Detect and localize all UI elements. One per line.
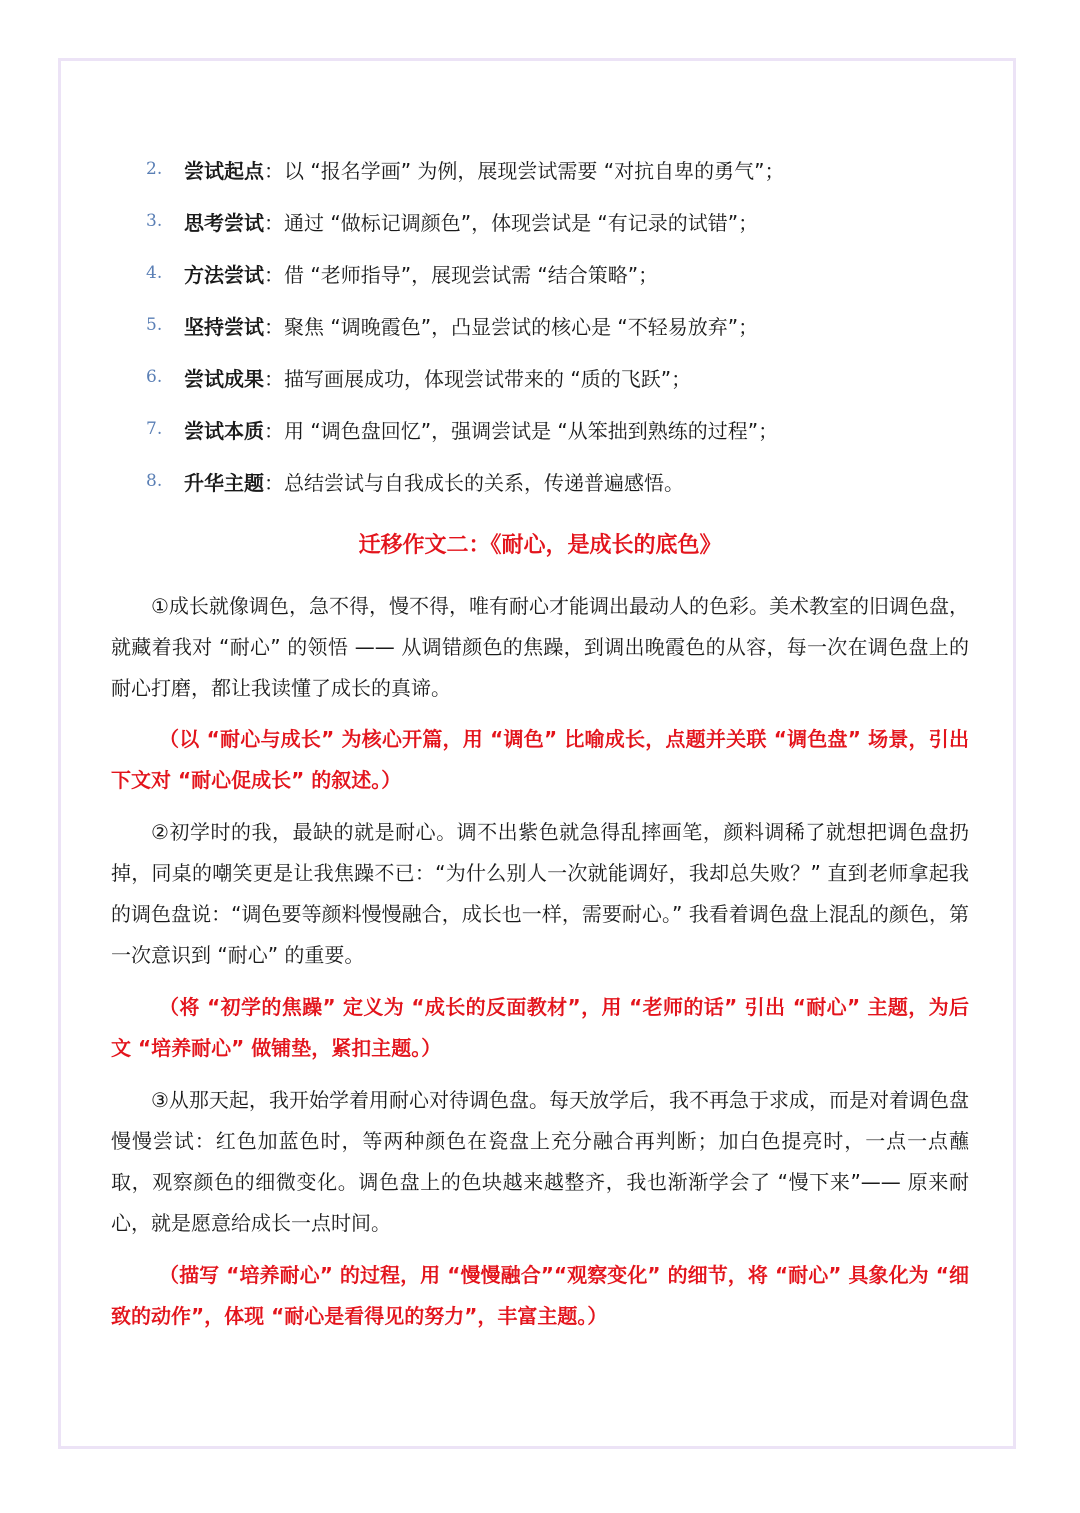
list-item — [146, 351, 1006, 403]
list-term: 升华主题 — [184, 470, 264, 495]
list-text: ：借 “老师指导”，展现尝试需 “结合策略”； — [264, 262, 659, 287]
essay-paragraph-1: ①成长就像调色，急不得，慢不得，唯有耐心才能调出最动人的色彩。美术教室的旧调色盘，就藏着我对 “耐心” 的领悟 —— 从调错颜色的焦躁，到调出晚霞色的从容，每一次在调色盘上的耐心打磨，都让我读懂了成长的真谛。 — [111, 594, 969, 700]
list-term: 尝试起点 — [184, 158, 264, 183]
essay-paragraph-2: ②初学时的我，最缺的就是耐心。调不出紫色就急得乱摔画笔，颜料调稀了就想把调色盘扔掉，同桌的嘲笑更是让我焦躁不已：“为什么别人一次就能调好，我却总失败？” 直到老师拿起我的调色盘说：“调色要等颜料慢慢融合，成长也一样，需要耐心。” 我看着调色盘上混乱的颜色，第一次意识到 “耐心” 的重要。 — [111, 820, 969, 967]
list-term: 尝试本质 — [184, 418, 264, 443]
list-number: 6. — [146, 367, 163, 387]
outline-list — [146, 143, 1006, 507]
list-item — [146, 403, 1006, 455]
annotation-2: （将 “初学的焦躁” 定义为 “成长的反面教材”，用 “老师的话” 引出 “耐心” 主题，为后文 “培养耐心” 做铺垫，紧扣主题。） — [111, 995, 969, 1060]
list-item — [146, 299, 1006, 351]
list-item — [146, 455, 1006, 507]
annotation-1: （以 “耐心与成长” 为核心开篇，用 “调色” 比喻成长，点题并关联 “调色盘” 场景，引出下文对 “耐心促成长” 的叙述。） — [111, 727, 969, 792]
annotation-3: （描写 “培养耐心” 的过程，用 “慢慢融合”“观察变化” 的细节，将 “耐心” 具象化为 “细致的动作”，体现 “耐心是看得见的努力”，丰富主题。） — [111, 1263, 969, 1328]
list-term: 尝试成果 — [184, 366, 264, 391]
essay-paragraph-3: ③从那天起，我开始学着用耐心对待调色盘。每天放学后，我不再急于求成，而是对着调色盘慢慢尝试：红色加蓝色时，等两种颜色在瓷盘上充分融合再判断；加白色提亮时，一点一点蘸取，观察颜色的细微变化。调色盘上的色块越来越整齐，我也渐渐学会了 “慢下来”—— 原来耐心，就是愿意给成长一点时间。 — [111, 1088, 969, 1235]
list-number: 8. — [146, 471, 163, 491]
list-item — [146, 143, 1006, 195]
list-number: 4. — [146, 263, 163, 283]
list-text: ：以 “报名学画” 为例，展现尝试需要 “对抗自卑的勇气”； — [264, 158, 785, 183]
list-number: 5. — [146, 315, 163, 335]
list-number: 7. — [146, 419, 163, 439]
list-term: 方法尝试 — [184, 262, 264, 287]
list-item — [146, 195, 1006, 247]
list-text: ：通过 “做标记调颜色”，体现尝试是 “有记录的试错”； — [264, 210, 759, 235]
list-text: ：描写画展成功，体现尝试带来的 “质的飞跃”； — [264, 366, 692, 391]
list-text: ：总结尝试与自我成长的关系，传递普遍感悟。 — [264, 470, 684, 495]
list-item — [146, 247, 1006, 299]
list-text: ：聚焦 “调晚霞色”，凸显尝试的核心是 “不轻易放弃”； — [264, 314, 759, 339]
list-number: 3. — [146, 211, 163, 231]
list-term: 思考尝试 — [184, 210, 264, 235]
list-text: ：用 “调色盘回忆”，强调尝试是 “从笨拙到熟练的过程”； — [264, 418, 779, 443]
essay-title: 迁移作文二：《耐心，是成长的底色》 — [358, 533, 722, 558]
list-term: 坚持尝试 — [184, 314, 264, 339]
list-number: 2. — [146, 159, 163, 179]
